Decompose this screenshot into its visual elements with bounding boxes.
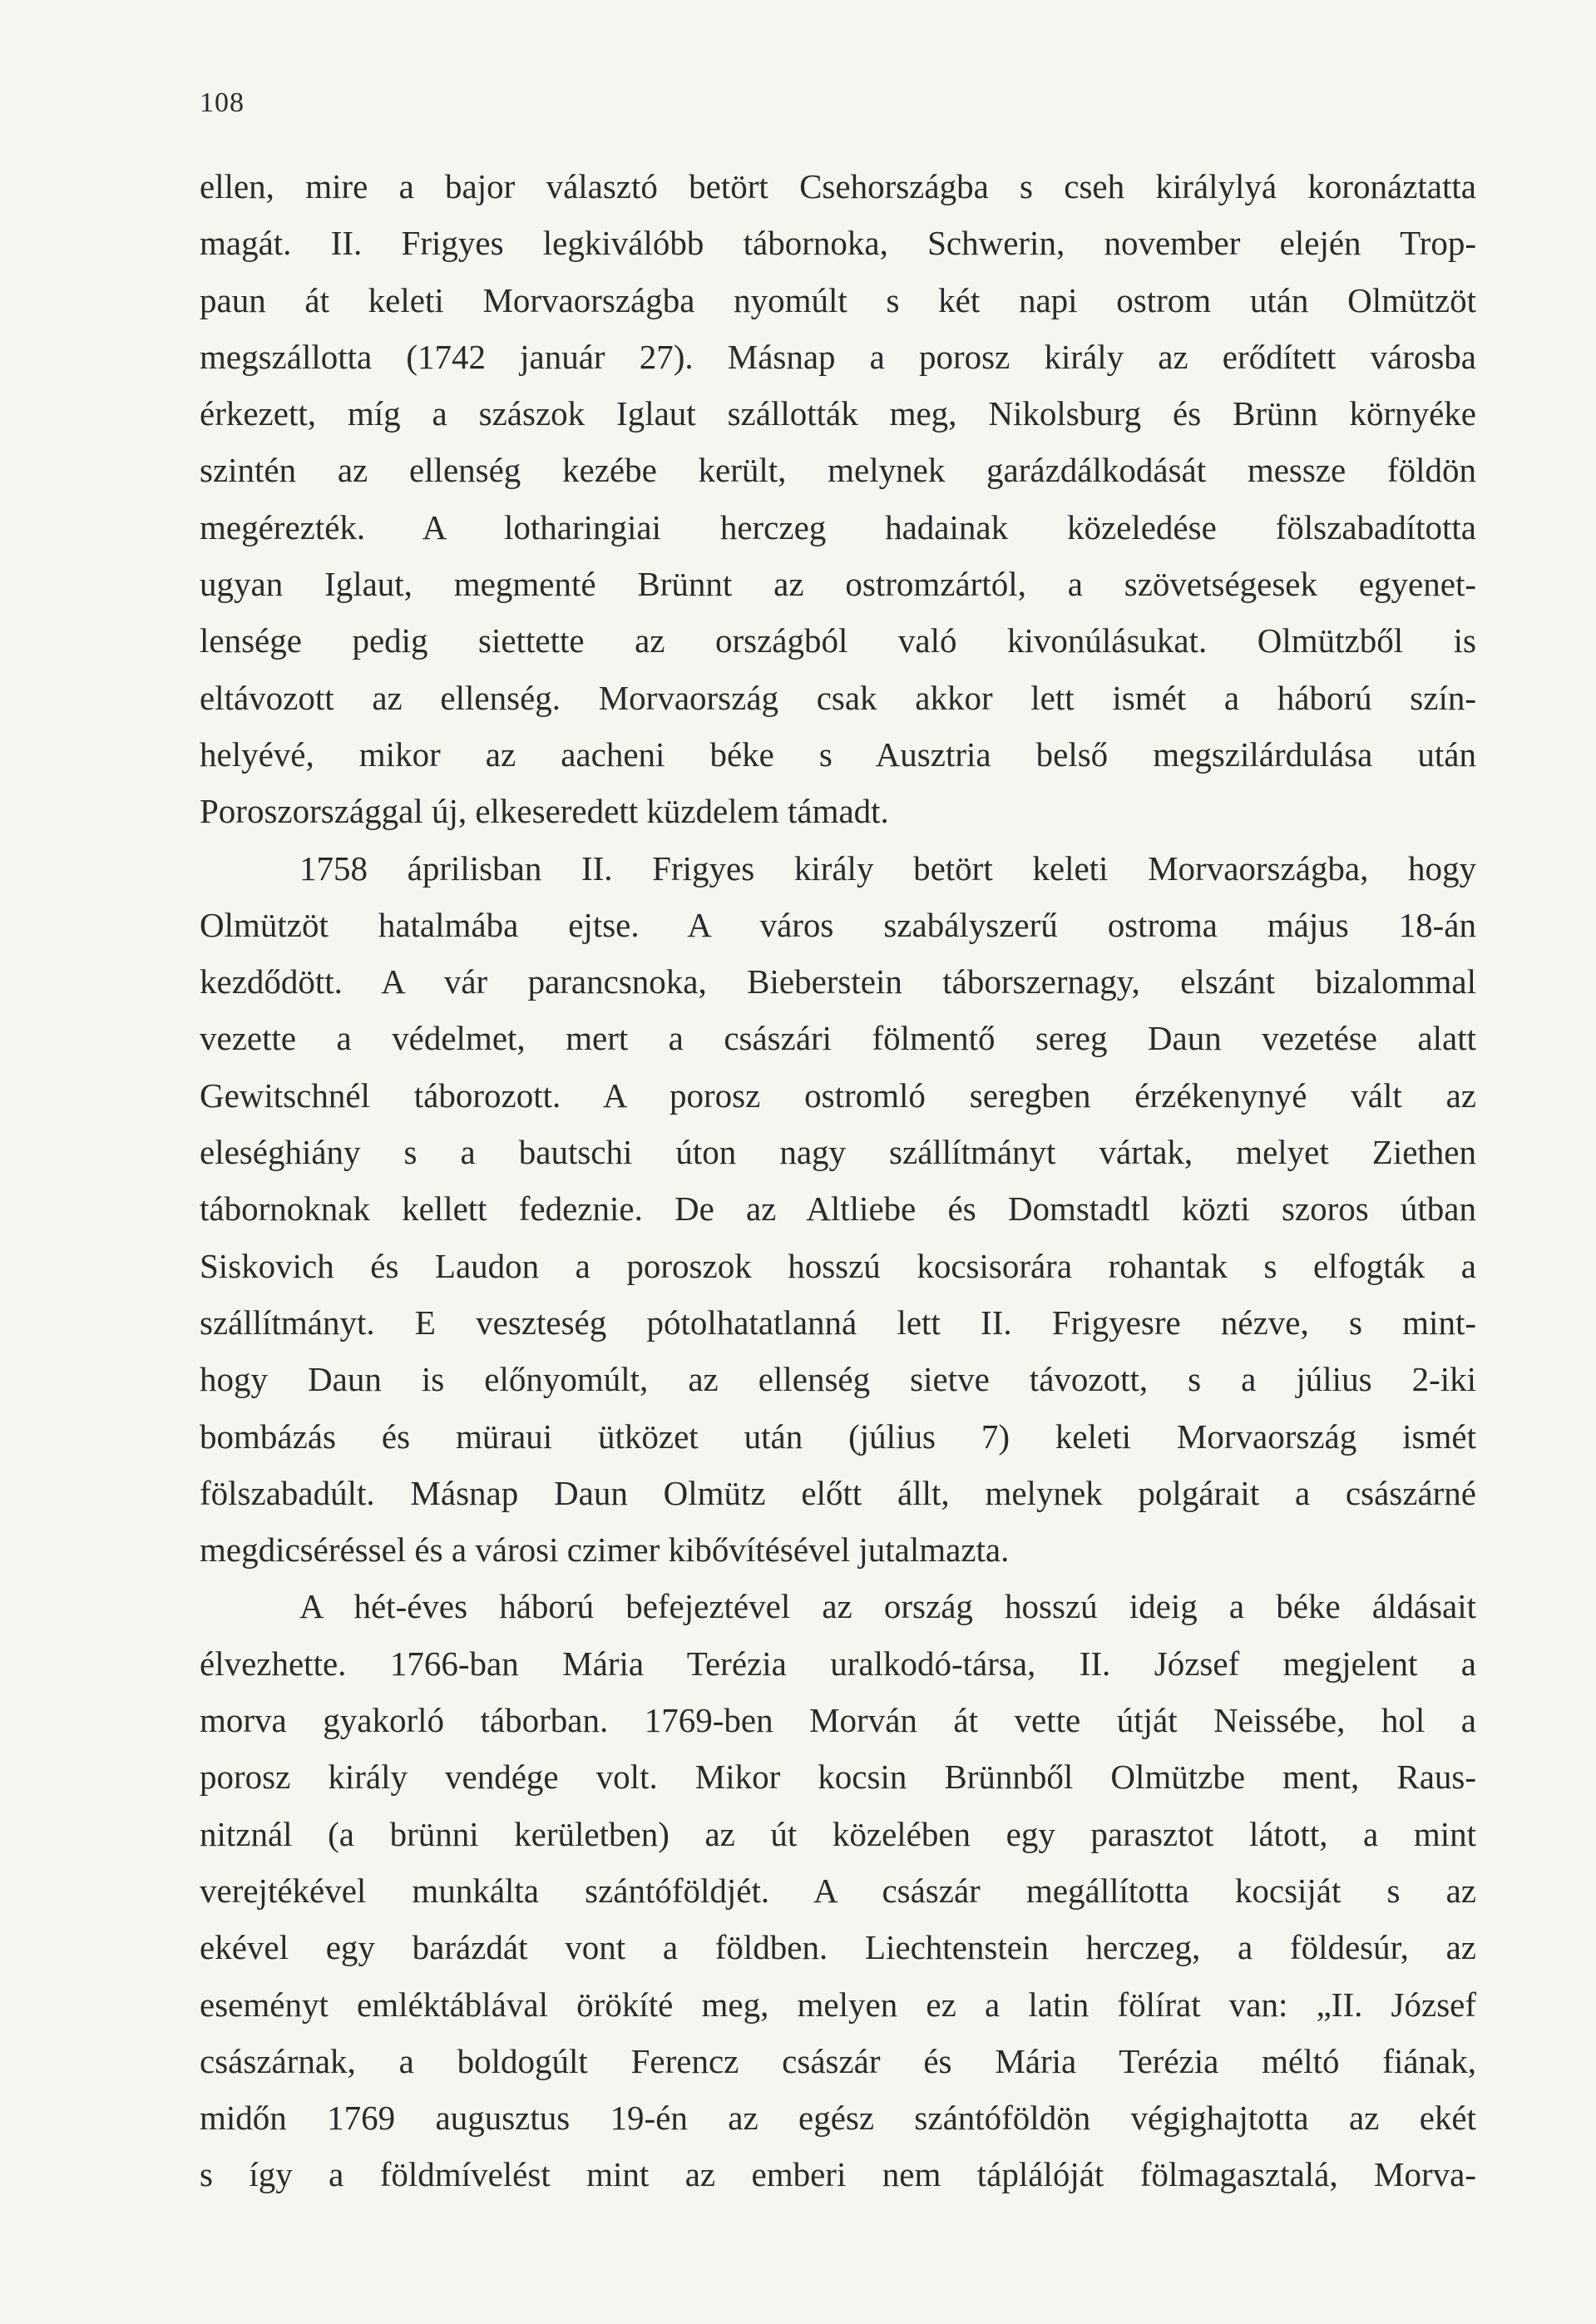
text-line: verejtékével munkálta szántóföldjét. A császár megállította kocsiját s az [200, 1871, 1476, 1910]
text-line: paun át keleti Morvaországba nyomúlt s két napi ostrom után Olmützöt [200, 280, 1476, 319]
text-line: midőn 1769 augusztus 19-én az egész szántóföldön végighajtotta az ekét [200, 2099, 1476, 2138]
text-line: eleséghiány s a bautschi úton nagy szállítmányt vártak, melyet Ziethen [200, 1133, 1476, 1172]
text-line: hogy Daun is előnyomúlt, az ellenség sietve távozott, s a július 2-iki [200, 1360, 1476, 1399]
text-line: Olmützöt hatalmába ejtse. A város szabályszerű ostroma május 18-án [200, 905, 1476, 944]
text-line: szintén az ellenség kezébe került, melynek garázdálkodását messze földön [200, 451, 1476, 490]
text-line: szállítmányt. E veszteség pótolhatatlanná lett II. Frigyesre nézve, s mint- [200, 1303, 1476, 1342]
text-line: A hét-éves háború befejeztével az ország hosszú ideig a béke áldásait [299, 1587, 1476, 1626]
text-line: eseményt emléktáblával örökíté meg, melyen ez a latin fölírat van: „II. József [200, 1985, 1476, 2024]
body-text [200, 158, 1476, 2203]
text-line: császárnak, a boldogúlt Ferencz császár és Mária Terézia méltó fiának, [200, 2041, 1476, 2080]
text-line: kezdődött. A vár parancsnoka, Bieberstein táborszernagy, elszánt bizalommal [200, 962, 1476, 1001]
text-line: élvezhette. 1766-ban Mária Terézia uralkodó-társa, II. József megjelent a [200, 1644, 1476, 1683]
text-line: ugyan Iglaut, megmenté Brünnt az ostromzártól, a szövetségesek egyenet- [200, 565, 1476, 604]
text-line: Gewitschnél táborozott. A porosz ostromló seregben érzékenynyé vált az [200, 1075, 1476, 1115]
text-line: nitznál (a brünni kerületben) az út közelében egy parasztot látott, a mint [200, 1814, 1476, 1853]
text-line: helyévé, mikor az aacheni béke s Ausztria belső megszilárdulása után [200, 734, 1476, 774]
text-line: s így a földmívelést mint az emberi nem táplálóját fölmagasztalá, Morva- [200, 2155, 1476, 2194]
text-line: 1758 áprilisban II. Frigyes király betört keleti Morvaországba, hogy [299, 848, 1476, 888]
text-line: vezette a védelmet, mert a császári fölmentő sereg Daun vezetése alatt [200, 1019, 1476, 1058]
text-line: megdicséréssel és a városi czimer kibővítésével jutalmazta. [200, 1530, 1010, 1570]
text-line: megszállotta (1742 január 27). Másnap a porosz király az erődített városba [200, 337, 1476, 376]
text-line: érkezett, míg a szászok Iglaut szállották meg, Nikolsburg és Brünn környéke [200, 394, 1476, 433]
text-line: morva gyakorló táborban. 1769-ben Morván át vette útját Neissébe, hol a [200, 1701, 1476, 1740]
text-line: Siskovich és Laudon a poroszok hosszú kocsisorára rohantak s elfogták a [200, 1246, 1476, 1285]
text-line: lensége pedig siettette az országból való kivonúlásukat. Olmützből is [200, 621, 1476, 660]
text-line: ekével egy barázdát vont a földben. Liechtenstein herczeg, a földesúr, az [200, 1928, 1476, 1967]
text-line: ellen, mire a bajor választó betört Csehországba s cseh királylyá koronáztatta [200, 167, 1476, 205]
text-line: megérezték. A lotharingiai herczeg hadainak közeledése fölszabadította [200, 507, 1476, 546]
text-line: eltávozott az ellenség. Morvaország csak akkor lett ismét a háború szín- [200, 678, 1476, 717]
text-line: Poroszországgal új, elkeseredett küzdelem támadt. [200, 792, 889, 831]
text-line: porosz király vendége volt. Mikor kocsin Brünnből Olmützbe ment, Raus- [200, 1758, 1476, 1797]
text-line: fölszabadúlt. Másnap Daun Olmütz előtt állt, melynek polgárait a császárné [200, 1473, 1476, 1512]
text-line: bombázás és müraui ütközet után (július 7) keleti Morvaország ismét [200, 1417, 1476, 1456]
text-line: tábornoknak kellett fedeznie. De az Altliebe és Domstadtl közti szoros útban [200, 1189, 1476, 1229]
page-number: 108 [200, 87, 245, 118]
text-line: magát. II. Frigyes legkiválóbb tábornoka, Schwerin, november elején Trop- [200, 224, 1476, 263]
